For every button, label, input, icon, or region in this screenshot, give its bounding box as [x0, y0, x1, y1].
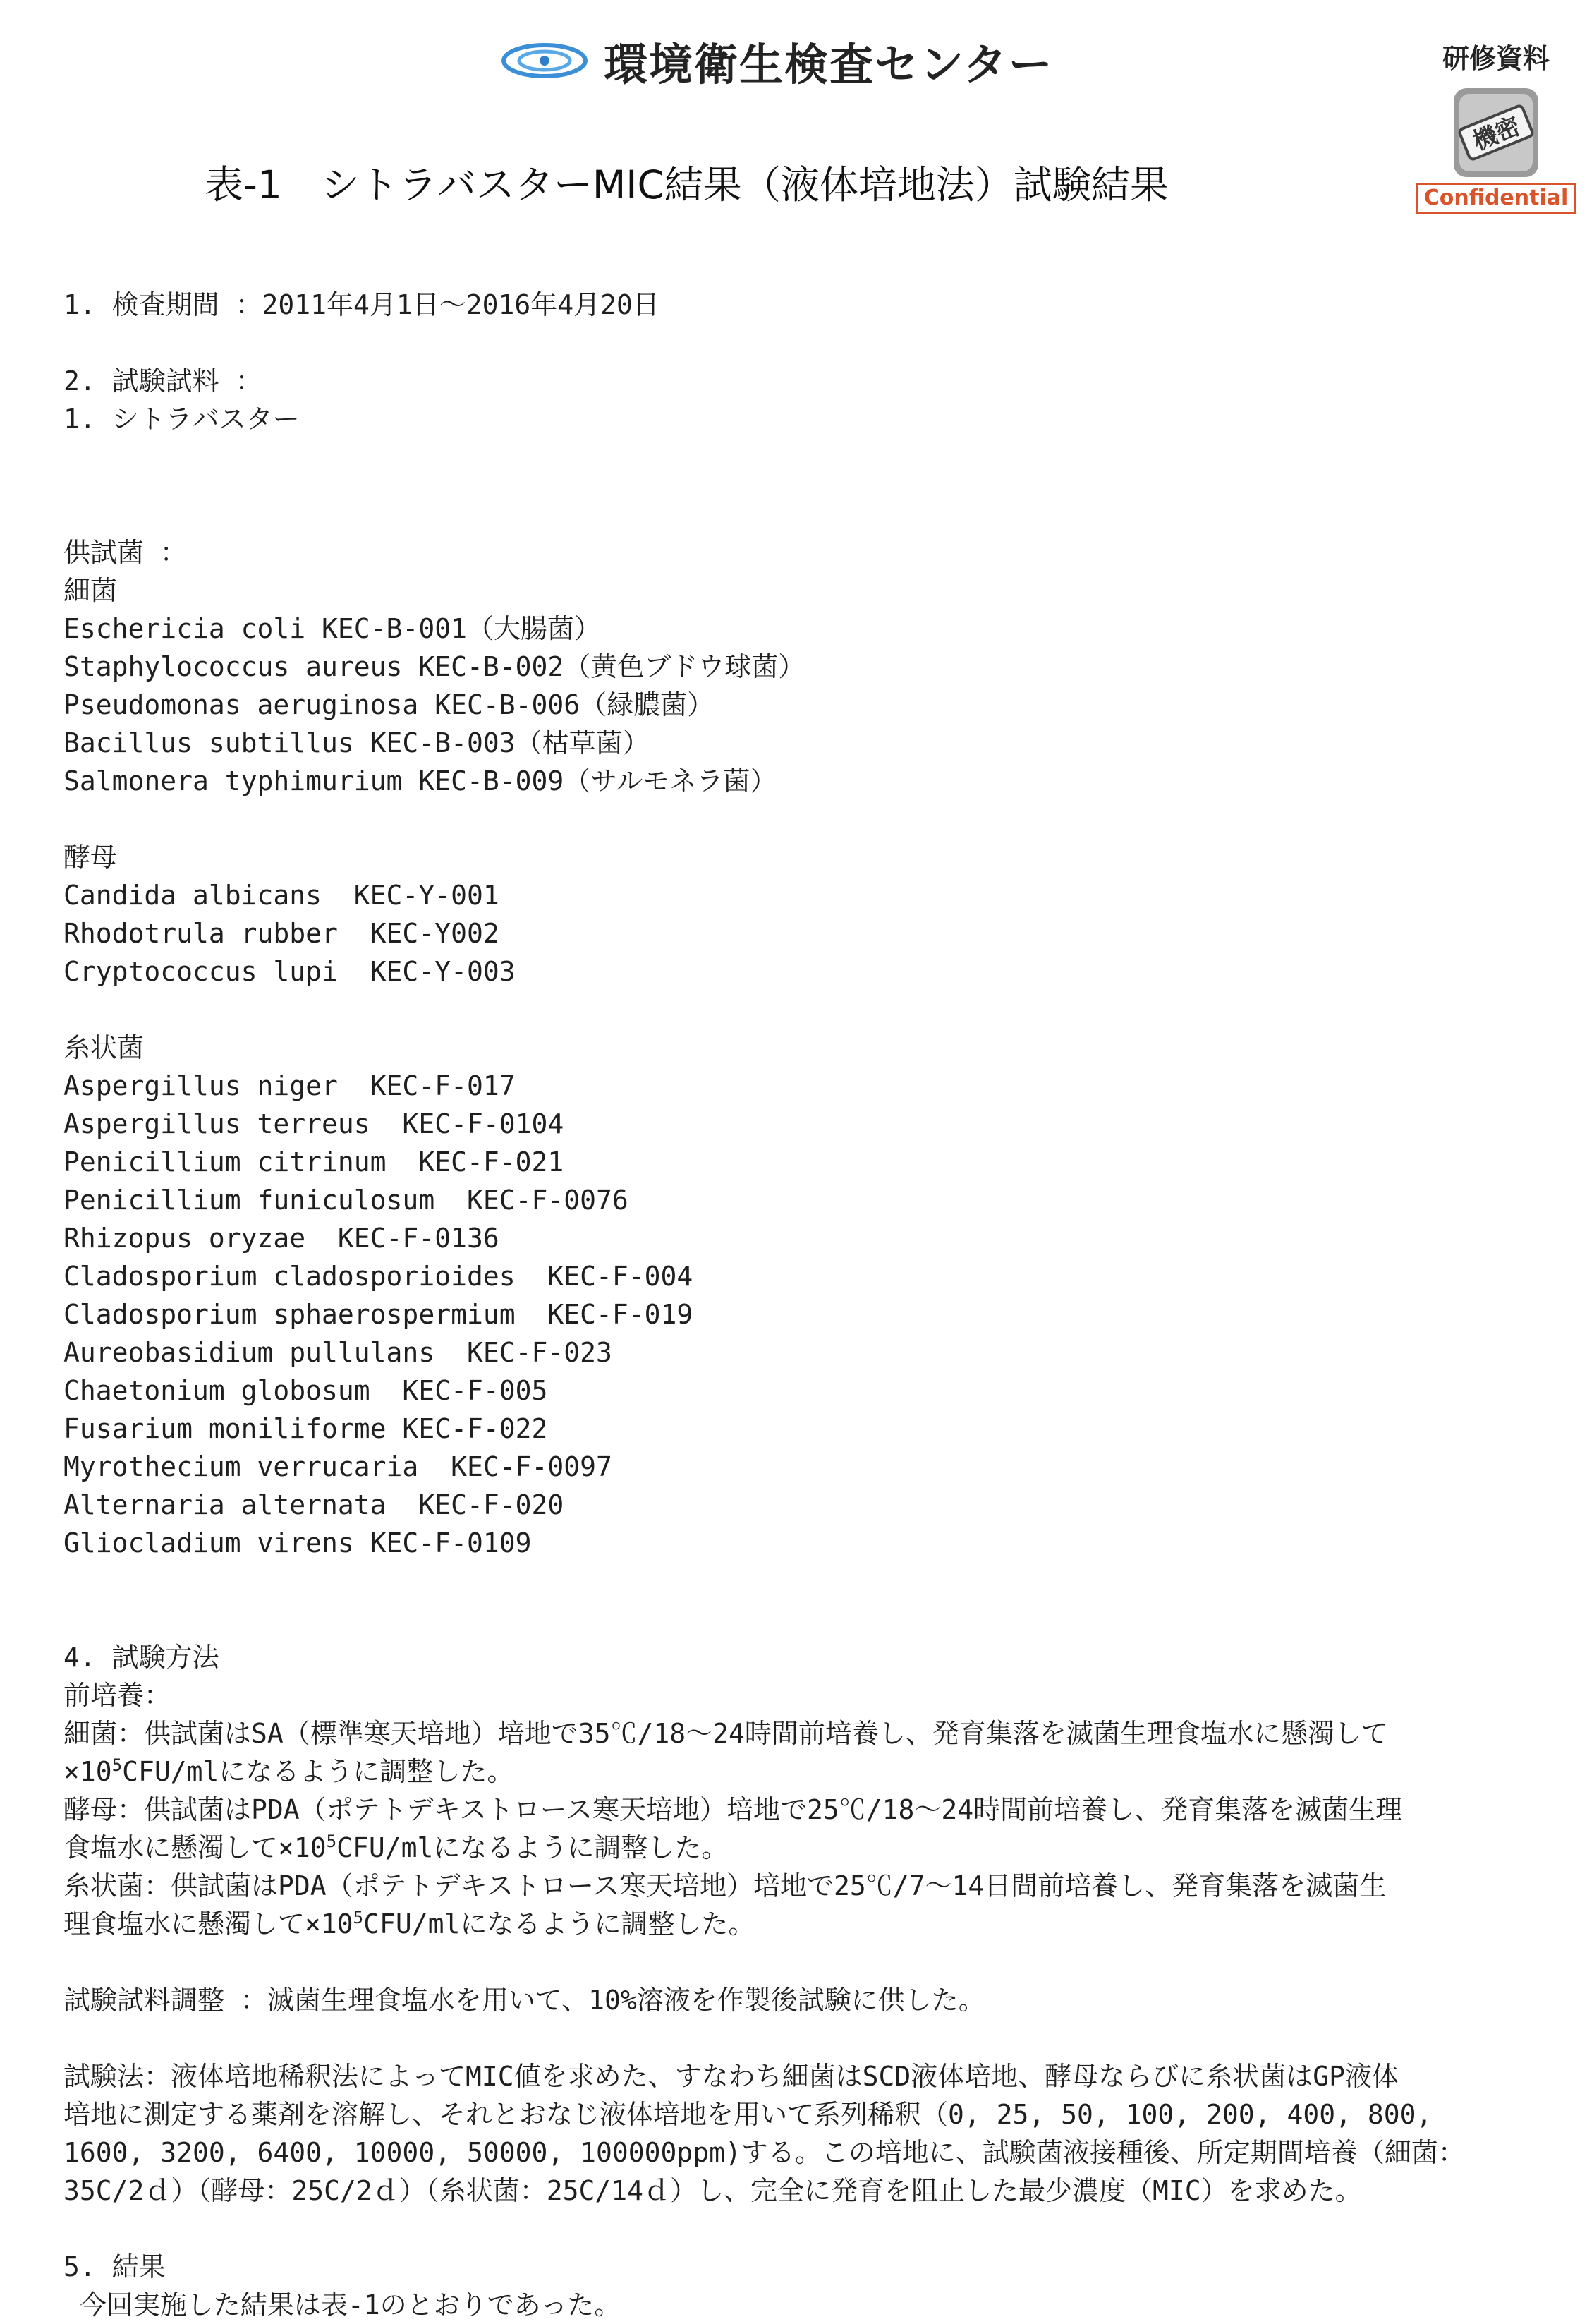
- test-method-line: 1600, 3200, 6400, 10000, 50000, 100000ppm)する。この培地に、試験菌液接種後、所定期間培養（細菌：: [63, 2137, 1465, 2168]
- stamp-text: 機密: [1469, 111, 1524, 157]
- test-method-line: 35C/2ｄ）（酵母：25C/2ｄ）（糸状菌：25C/14ｄ）し、完全に発育を阻止した最少濃度（MIC）を求めた。: [63, 2175, 1362, 2206]
- bacteria-item: Pseudomonas aeruginosa KEC-B-006（緑膿菌）: [63, 689, 715, 720]
- fungi-item: Rhizopus oryzae KEC-F-0136: [63, 1223, 499, 1254]
- sample-preparation: 試験試料調整 ：滅菌生理食塩水を用いて、10%溶液を作製後試験に供した。: [63, 1985, 985, 2016]
- preculture-fungi-line-2: 理食塩水に懸濁して$\times 10^5CFU/ml$になるように調整した。: [63, 1908, 755, 1939]
- org-name: 環境衛生検査センター: [604, 38, 1054, 90]
- fungi-item: Aureobasidium pullulans KEC-F-023: [63, 1337, 612, 1368]
- results-text: 今回実施した結果は表-1のとおりであった。: [63, 2289, 621, 2320]
- yeast-heading: 酵母: [63, 842, 118, 873]
- document-body: [63, 286, 1531, 2324]
- preculture-bacteria-line: 細菌：供試菌はSA（標準寒天培地）培地で35℃/18～24時間前培養し、発育集落を滅菌生理食塩水に懸濁して: [63, 1718, 1388, 1749]
- confidential-stamp-icon: [1440, 85, 1552, 180]
- fungi-item: Penicillium citrinum KEC-F-021: [63, 1146, 564, 1178]
- fungi-item: Aspergillus niger KEC-F-017: [63, 1070, 516, 1101]
- bacteria-item: Bacillus subtillus KEC-B-003（枯草菌）: [63, 727, 650, 758]
- preculture-yeast-line: 酵母：供試菌はPDA（ポテトデキストロース寒天培地）培地で25℃/18～24時間前培養し、発育集落を滅菌生理: [63, 1794, 1403, 1825]
- bacteria-item: Eschericia coli KEC-B-001（大腸菌）: [63, 613, 601, 644]
- fungi-item: Gliocladium virens KEC-F-0109: [63, 1527, 532, 1559]
- fungi-item: Aspergillus terreus KEC-F-0104: [63, 1108, 564, 1139]
- strains-heading: 供試菌 ：: [63, 537, 187, 568]
- bacteria-heading: 細菌: [63, 575, 118, 606]
- fungi-item: Alternaria alternata KEC-F-020: [63, 1489, 564, 1520]
- confidential-badge: [1416, 37, 1576, 214]
- yeast-item: Cryptococcus lupi KEC-Y-003: [63, 956, 516, 987]
- preculture-fungi-line: 糸状菌：供試菌はPDA（ポテトデキストロース寒天培地）培地で25℃/7～14日間前培養し、発育集落を滅菌生: [63, 1870, 1387, 1901]
- samples-heading: 2. 試験試料 ：: [63, 365, 262, 397]
- test-method-line: 試験法：液体培地稀釈法によってMIC値を求めた、すなわち細菌はSCD液体培地、酵母ならびに糸状菌はGP液体: [63, 2061, 1399, 2092]
- inspection-period: 1. 検査期間 ：2011年4月1日～2016年4月20日: [63, 289, 659, 320]
- fungi-item: Penicillium funiculosum KEC-F-0076: [63, 1185, 628, 1216]
- results-heading: 5. 結果: [63, 2251, 166, 2282]
- preculture-bacteria-line-2: $\times 10^5CFU/ml$になるように調整した。: [63, 1755, 514, 1787]
- org-logo: [501, 32, 1054, 89]
- fungi-item: Fusarium moniliforme KEC-F-022: [63, 1413, 548, 1444]
- fungi-item: Cladosporium sphaerospermium KEC-F-019: [63, 1299, 693, 1330]
- yeast-item: Rhodotrula rubber KEC-Y002: [63, 918, 499, 949]
- page-title: 表-1 シトラバスターMIC結果（液体培地法）試験結果: [205, 162, 1169, 207]
- bacteria-item: Salmonera typhimurium KEC-B-009（サルモネラ菌）: [63, 765, 777, 797]
- preculture-yeast-line-2: 食塩水に懸濁して$\times 10^5CFU/ml$になるように調整した。: [63, 1832, 729, 1863]
- test-method-line: 培地に測定する薬剤を溶解し、それとおなじ液体培地を用いて系列稀釈（0, 25, 50, 100, 200, 400, 800,: [63, 2099, 1433, 2130]
- org-logo-icon: [501, 38, 588, 83]
- fungi-item: Cladosporium cladosporioides KEC-F-004: [63, 1261, 693, 1292]
- training-material-label: 研修資料: [1442, 43, 1550, 74]
- method-heading: 4. 試験方法: [63, 1642, 219, 1673]
- fungi-item: Myrothecium verrucaria KEC-F-0097: [63, 1451, 612, 1482]
- bacteria-item: Staphylococcus aureus KEC-B-002（黄色ブドウ球菌）: [63, 651, 805, 682]
- yeast-item: Candida albicans KEC-Y-001: [63, 880, 499, 911]
- preculture-heading: 前培養：: [63, 1680, 171, 1711]
- fungi-item: Chaetonium globosum KEC-F-005: [63, 1375, 548, 1406]
- confidential-label: Confidential: [1416, 183, 1576, 214]
- sample-item: 1. シトラバスター: [63, 404, 300, 435]
- fungi-heading: 糸状菌: [63, 1032, 145, 1063]
